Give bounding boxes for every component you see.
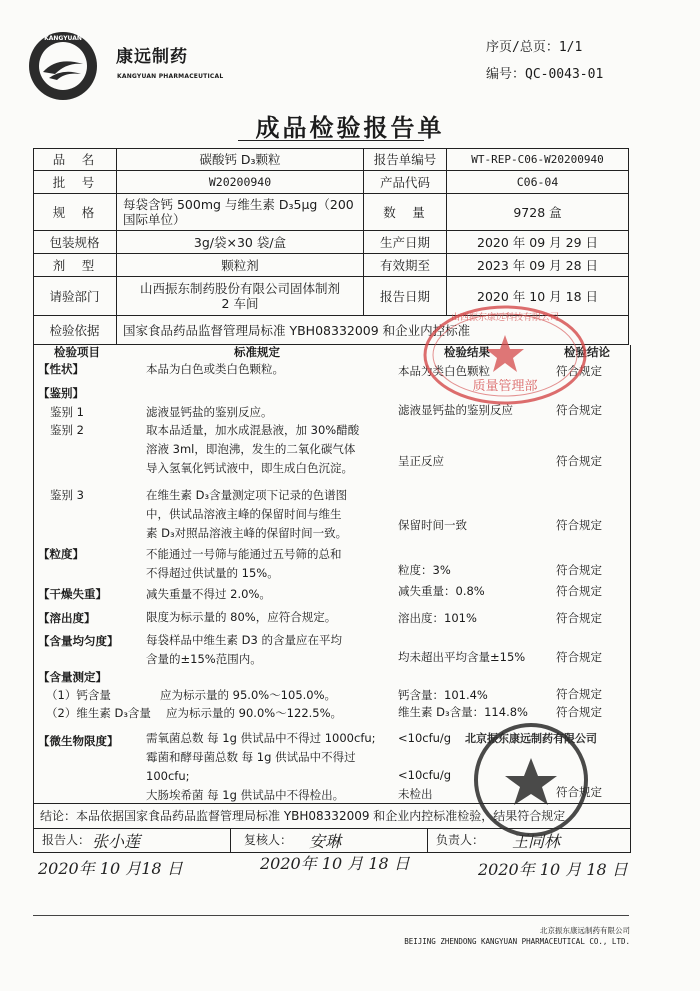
mfg-date-label: 生产日期 — [379, 234, 430, 250]
spec-value — [117, 194, 363, 230]
ident3-conclusion: 符合规定 — [556, 518, 602, 532]
qa-stamp-dept: 质量管理部 — [472, 379, 538, 394]
assay1-label: （1）钙含量 — [46, 688, 111, 702]
micro-title: 【微生物限度】 — [38, 734, 119, 748]
micro-standard-4: 大肠埃希菌 每 1g 供试品中不得检出。 — [146, 788, 345, 802]
product-code: C06-04 — [516, 174, 559, 189]
spec-line-1: 每袋含钙 500mg 与维生素 D₃5μg（200 — [123, 197, 354, 212]
dept-label: 请验部门 — [49, 288, 100, 304]
product-name-label: 品 名 — [52, 151, 97, 167]
size-standard-1: 不能通过一号筛与能通过五号筛的总和 — [146, 547, 342, 561]
diss-title: 【溶出度】 — [38, 611, 96, 625]
col-header-conclusion: 检验结论 — [564, 345, 610, 359]
dept-line-2: 2 车间 — [221, 296, 259, 311]
report-date-label: 报告日期 — [379, 288, 430, 304]
footer-company-en: BEIJING ZHENDONG KANGYUAN PHARMACEUTICAL CO., LTD. — [404, 937, 630, 946]
expiry-date: 2023 年 09 月 28 日 — [477, 257, 598, 273]
reviewer-label: 复核人： — [244, 833, 293, 847]
traits-title: 【性状】 — [38, 362, 84, 376]
footer-divider — [33, 915, 629, 916]
reporter-label: 报告人： — [42, 833, 91, 847]
assay2-standard: 应为标示量的 90.0%～122.5%。 — [166, 706, 343, 720]
qa-department-stamp — [420, 300, 590, 410]
basis-value: 国家食品药品监督管理局标准 YBH08332009 和企业内控标准 — [123, 322, 471, 338]
conclusion-text: 结论：本品依据国家食品药品监督管理局标准 YBH08332009 和企业内控标准检验，结果符合规定 — [40, 809, 566, 823]
assay2-result: 维生素 D₃含量：114.8% — [398, 705, 528, 719]
title-underline — [238, 140, 424, 141]
spec-line-2: 国际单位） — [123, 212, 186, 227]
assay1-standard: 应为标示量的 95.0%～105.0%。 — [160, 688, 337, 702]
micro-standard-1: 需氧菌总数 每 1g 供试品中不得过 1000cfu; — [146, 731, 376, 745]
ident3-label: 鉴别 3 — [50, 488, 84, 502]
ident3-standard-2: 中，供试品溶液主峰的保留时间与维生 — [146, 507, 342, 521]
logo-ring-text: KANGYUAN — [44, 35, 82, 42]
manager-signature: 王同林 — [512, 832, 561, 851]
document-number: 编号：QC-0043-01 — [486, 67, 604, 82]
size-result: 粒度：3% — [398, 563, 451, 577]
micro-conclusion: 符合规定 — [556, 785, 602, 799]
ident2-result: 呈正反应 — [398, 454, 444, 468]
uniformity-result: 均未超出平均含量±15% — [398, 650, 526, 664]
quantity-label: 数 量 — [383, 204, 427, 220]
micro-standard-2: 霉菌和酵母菌总数 每 1g 供试品中不得过 — [146, 750, 356, 764]
product-name: 碳酸钙 D₃颗粒 — [199, 151, 281, 167]
uniformity-standard-1: 每袋样品中维生素 D3 的含量应在平均 — [146, 633, 342, 647]
dry-title: 【干燥失重】 — [38, 587, 107, 601]
ident2-standard-3: 导入氢氧化钙试液中，即生成白色沉淀。 — [146, 461, 353, 475]
manager-date: 2020年 10 月 18 日 — [478, 860, 628, 879]
dept-line-1: 山西振东制药股份有限公司固体制剂 — [139, 281, 340, 296]
report-date: 2020 年 10 月 18 日 — [477, 288, 598, 304]
expiry-label: 有效期至 — [379, 257, 430, 273]
ident2-conclusion: 符合规定 — [556, 454, 602, 468]
company-seal-text: 北京振东康远制药有限公司 — [465, 732, 597, 745]
manager-label: 负责人： — [436, 833, 485, 847]
batch-label: 批 号 — [52, 174, 97, 190]
form-value: 颗粒剂 — [221, 257, 259, 273]
micro-standard-3: 100cfu; — [146, 769, 190, 783]
dry-conclusion: 符合规定 — [556, 584, 602, 598]
uniformity-conclusion: 符合规定 — [556, 650, 602, 664]
report-no: WT-REP-C06-W20200940 — [471, 152, 604, 166]
ident2-label: 鉴别 2 — [50, 423, 84, 437]
ident3-standard-1: 在维生素 D₃含量测定项下记录的色谱图 — [146, 488, 348, 502]
footer-company-cn: 北京振东康远制药有限公司 — [540, 926, 630, 935]
batch-number: W20200940 — [208, 174, 272, 189]
col-header-item: 检验项目 — [54, 345, 100, 359]
reviewer-date: 2020年 10 月 18 日 — [260, 854, 410, 873]
product-code-label: 产品代码 — [379, 174, 430, 190]
assay2-label: （2）维生素 D₃含量 — [46, 706, 151, 720]
ident1-conclusion: 符合规定 — [556, 403, 602, 417]
reporter-signature: 张小莲 — [92, 832, 141, 851]
size-title: 【粒度】 — [38, 547, 84, 561]
mfg-date: 2020 年 09 月 29 日 — [477, 234, 598, 250]
pack-value: 3g/袋×30 袋/盒 — [193, 234, 287, 250]
reporter-date: 2020年 10 月18 日 — [38, 859, 183, 878]
spec-label: 规 格 — [52, 204, 97, 220]
dry-standard: 减失重量不得过 2.0%。 — [146, 587, 271, 601]
assay2-conclusion: 符合规定 — [556, 705, 602, 719]
col-header-result: 检验结果 — [444, 345, 490, 359]
ident1-result: 滤液显钙盐的鉴别反应 — [398, 403, 513, 417]
ident3-result: 保留时间一致 — [398, 518, 467, 532]
micro-result-2: <10cfu/g — [398, 768, 452, 782]
traits-standard: 本品为白色或类白色颗粒。 — [146, 362, 284, 376]
pack-label: 包装规格 — [49, 234, 100, 250]
brand-name-en: KANGYUAN PHARMACEUTICAL — [117, 73, 224, 80]
brand-name: 康远制药 — [116, 47, 188, 67]
micro-result-1: <10cfu/g — [398, 731, 452, 745]
qa-stamp-text: 山西振东康远科技有限公司 — [450, 313, 560, 323]
company-logo — [27, 30, 99, 102]
diss-conclusion: 符合规定 — [556, 611, 602, 625]
uniformity-standard-2: 含量的±15%范围内。 — [146, 652, 262, 666]
ident1-standard: 滤液显钙盐的鉴别反应。 — [146, 405, 273, 419]
dept-value — [117, 277, 363, 315]
form-label: 剂 型 — [52, 257, 97, 273]
company-seal — [446, 718, 616, 838]
traits-conclusion: 符合规定 — [556, 364, 602, 378]
assay1-conclusion: 符合规定 — [556, 687, 602, 701]
ident1-label: 鉴别 1 — [50, 405, 84, 419]
assay-title: 【含量测定】 — [38, 670, 107, 684]
uniformity-title: 【含量均匀度】 — [38, 634, 119, 648]
traits-result: 本品为类白色颗粒 — [398, 364, 490, 378]
reviewer-signature: 安琳 — [309, 832, 342, 851]
ident3-standard-3: 素 D₃对照品溶液主峰的保留时间一致。 — [146, 526, 348, 540]
basis-label: 检验依据 — [49, 322, 100, 338]
size-conclusion: 符合规定 — [556, 563, 602, 577]
quantity-value: 9728 盒 — [513, 204, 562, 220]
ident2-standard-1: 取本品适量，加水成混悬液，加 30%醋酸 — [146, 423, 360, 437]
ident2-standard-2: 溶液 3ml，即泡沸，发生的二氧化碳气体 — [146, 442, 356, 456]
page-number: 序页/总页：1/1 — [486, 40, 583, 55]
ident-title: 【鉴别】 — [38, 386, 84, 400]
dry-result: 减失重量：0.8% — [398, 584, 485, 598]
size-standard-2: 不得超过供试量的 15%。 — [146, 566, 279, 580]
assay1-result: 钙含量：101.4% — [398, 688, 488, 702]
report-no-label: 报告单编号 — [373, 151, 437, 167]
col-header-standard: 标准规定 — [234, 345, 280, 359]
diss-result: 溶出度：101% — [398, 611, 477, 625]
micro-result-3: 未检出 — [398, 787, 433, 801]
diss-standard: 限度为标示量的 80%，应符合规定。 — [146, 610, 337, 624]
report-title: 成品检验报告单 — [255, 114, 445, 142]
